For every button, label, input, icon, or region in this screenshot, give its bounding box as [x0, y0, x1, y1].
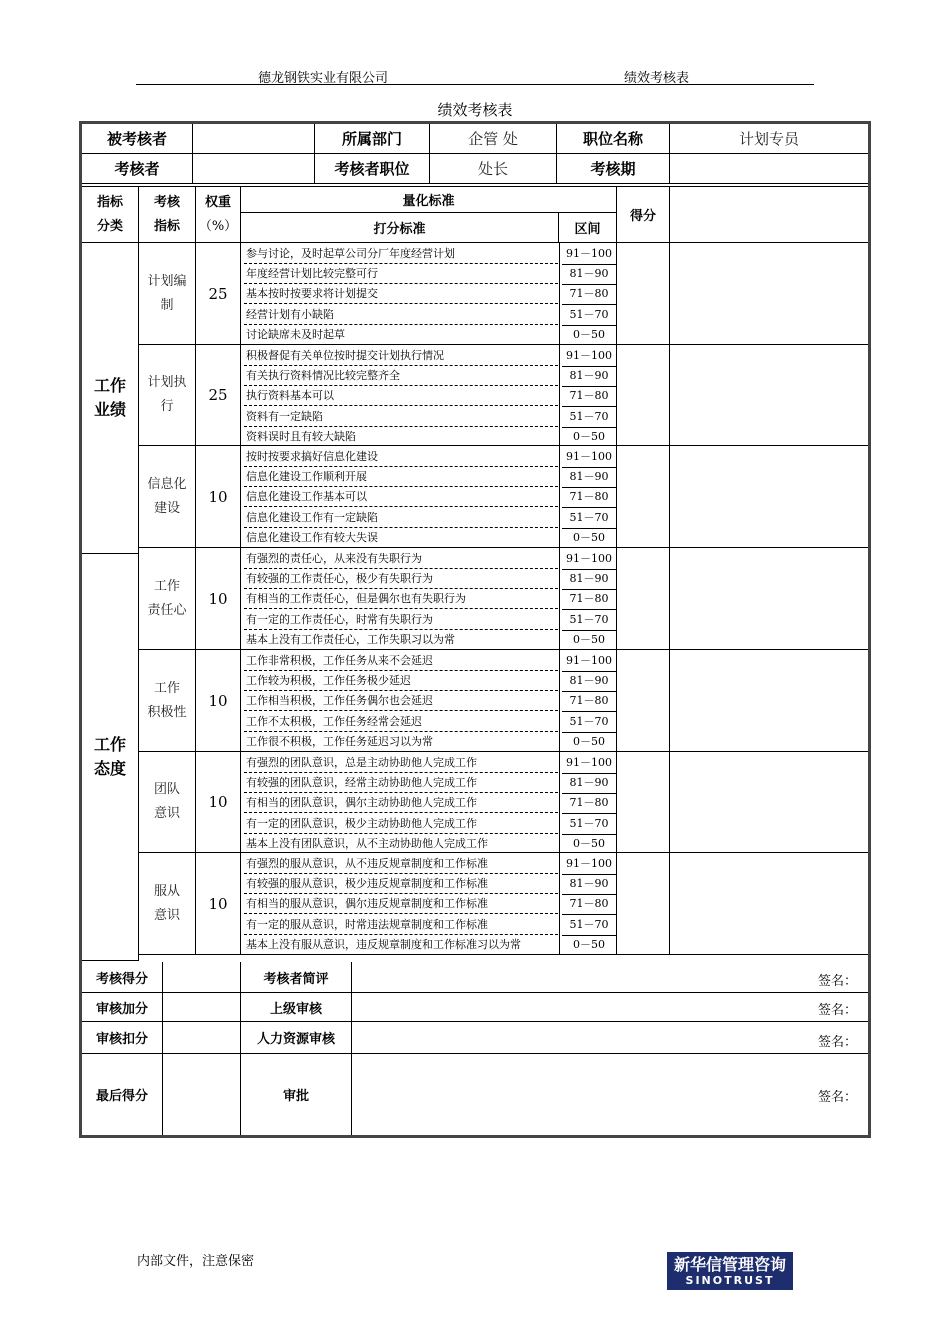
- score-input-cell[interactable]: [617, 243, 670, 345]
- logo-chinese-text: 新华信管理咨询: [673, 1254, 786, 1274]
- criteria-range: 81－90: [562, 671, 616, 692]
- criteria-text: 信息化建设工作顺利开展: [244, 467, 558, 487]
- final-score-field[interactable]: [163, 1054, 241, 1135]
- range-divider: [559, 243, 560, 345]
- criteria-range: 0－50: [573, 328, 605, 341]
- criteria-text: 工作不太积极，工作任务经常会延迟: [244, 712, 558, 732]
- criteria-text: 资料有一定缺陷: [244, 407, 558, 427]
- criteria-range: 0－50: [573, 633, 605, 646]
- criteria-range: 91－100: [562, 753, 616, 774]
- indicator-name: [139, 853, 196, 955]
- criteria-text: 有强烈的团队意识，总是主动协助他人完成工作: [244, 753, 558, 773]
- assessor-comment-field[interactable]: [352, 962, 868, 993]
- criteria-range: 51－70: [562, 407, 616, 428]
- indicator-weight: 10: [196, 650, 241, 752]
- indicator-weight: 25: [196, 345, 241, 446]
- indicator-name-line1: 计划执: [147, 375, 187, 390]
- indicator-name-line1: 工作: [153, 578, 180, 594]
- logo-english-text: SINOTRUST: [685, 1273, 775, 1287]
- remarks-cell[interactable]: [670, 853, 868, 955]
- criteria-text: 信息化建设工作有较大失误: [246, 531, 378, 544]
- remarks-cell[interactable]: [670, 243, 868, 345]
- criteria-range: 71－80: [562, 589, 616, 610]
- criteria-range: 91－100: [562, 854, 616, 875]
- indicator-name-line1: 工作: [153, 680, 180, 696]
- remarks-cell[interactable]: [670, 650, 868, 752]
- period-value-field[interactable]: [670, 154, 868, 184]
- criteria-range: 0－50: [573, 531, 605, 544]
- criteria-text: 积极督促有关单位按时提交计划执行情况: [244, 346, 558, 366]
- criteria-range: 81－90: [562, 569, 616, 590]
- criteria-range: 0－50: [573, 837, 605, 850]
- score-input-cell[interactable]: [617, 853, 670, 955]
- col-header-weight-line1: 权重: [204, 194, 231, 210]
- criteria-text: 有相当的团队意识，偶尔主动协助他人完成工作: [244, 793, 558, 813]
- hr-review-field[interactable]: [352, 1022, 868, 1054]
- criteria-range: 71－80: [562, 487, 616, 508]
- criteria-text: 参与讨论，及时起草公司分厂年度经营计划: [244, 244, 558, 264]
- assessee-label: 被考核者: [82, 124, 193, 154]
- criteria-range: 71－80: [562, 386, 616, 407]
- assessor-position-label: 考核者职位: [315, 154, 430, 184]
- criteria-text: 按时按要求搞好信息化建设: [244, 447, 558, 467]
- range-divider: [559, 345, 560, 446]
- criteria-range: 81－90: [562, 264, 616, 285]
- col-header-category: [82, 187, 139, 243]
- col-header-quant: 量化标准: [241, 187, 617, 213]
- period-label: 考核期: [557, 154, 670, 184]
- assessor-position-value-field[interactable]: 处长: [430, 154, 557, 184]
- indicator-name-line2: 制: [160, 297, 174, 313]
- criteria-range: 51－70: [562, 610, 616, 631]
- range-divider: [559, 650, 560, 752]
- indicator-name-line2: 积极性: [147, 704, 187, 720]
- confidential-note: 内部文件，注意保密: [137, 1254, 255, 1269]
- criteria-range: 0－50: [573, 735, 605, 748]
- score-input-cell[interactable]: [617, 548, 670, 650]
- criteria-text: 基本上没有服从意识，违反规章制度和工作标准习以为常: [246, 938, 521, 951]
- col-header-range: 区间: [559, 213, 617, 243]
- criteria-range: 71－80: [562, 691, 616, 712]
- approval-field[interactable]: [352, 1054, 868, 1135]
- criteria-range: 91－100: [562, 346, 616, 367]
- assessor-label: 考核者: [82, 154, 193, 184]
- col-header-category-line1: 指标: [96, 194, 123, 210]
- score-input-cell[interactable]: [617, 446, 670, 548]
- score-input-cell[interactable]: [617, 650, 670, 752]
- score-input-cell[interactable]: [617, 752, 670, 853]
- deduction-field[interactable]: [163, 1022, 241, 1054]
- indicator-name-line2: 责任心: [147, 602, 187, 618]
- col-header-weight-line2: （%）: [198, 218, 238, 234]
- category-performance: [82, 243, 139, 554]
- criteria-text: 有一定的团队意识，极少主动协助他人完成工作: [244, 814, 558, 834]
- indicator-name: [139, 752, 196, 853]
- criteria-text: 有相当的服从意识，偶尔违反规章制度和工作标准: [244, 894, 558, 914]
- criteria-range: 91－100: [562, 651, 616, 672]
- header-form-title: 绩效考核表: [624, 71, 690, 86]
- criteria-range: 81－90: [562, 773, 616, 794]
- assessor-comment-sign: 签名：: [818, 974, 858, 989]
- criteria-text: 工作很不积极，工作任务延迟习以为常: [246, 735, 433, 748]
- col-header-weight: [196, 187, 241, 243]
- indicator-weight: 10: [196, 446, 241, 548]
- criteria-text: 有一定的工作责任心，时常有失职行为: [244, 610, 558, 630]
- final-score-label: 最后得分: [82, 1054, 163, 1135]
- criteria-text: 有较强的服从意识，极少违反规章制度和工作标准: [244, 874, 558, 894]
- col-header-criteria: 打分标准: [241, 213, 559, 243]
- superior-review-sign: 签名：: [818, 1003, 858, 1018]
- criteria-text: 有相当的工作责任心，但是偶尔也有失职行为: [244, 589, 558, 609]
- criteria-range: 0－50: [573, 430, 605, 443]
- criteria-text: 有较强的工作责任心，极少有失职行为: [244, 569, 558, 589]
- indicator-name-line2: 意识: [153, 806, 180, 821]
- indicator-name-line2: 意识: [153, 907, 180, 923]
- range-divider: [559, 853, 560, 955]
- criteria-range: 51－70: [562, 712, 616, 733]
- col-header-indicator-line2: 指标: [153, 218, 180, 234]
- criteria-range: 0－50: [573, 938, 605, 951]
- company-name: 德龙钢铁实业有限公司: [258, 71, 389, 86]
- criteria-text: 有关执行资料情况比较完整齐全: [244, 366, 558, 386]
- indicator-name-line1: 团队: [153, 782, 180, 797]
- range-divider: [559, 752, 560, 853]
- document-title: 绩效考核表: [437, 101, 513, 119]
- criteria-range: 51－70: [562, 305, 616, 326]
- category-attitude-line1: 工作: [93, 735, 126, 754]
- criteria-range: 91－100: [562, 549, 616, 570]
- col-header-blank: [670, 187, 868, 243]
- criteria-text: 信息化建设工作有一定缺陷: [244, 508, 558, 528]
- criteria-range: 71－80: [562, 284, 616, 305]
- hr-review-sign: 签名：: [818, 1035, 858, 1050]
- criteria-text: 年度经营计划比较完整可行: [244, 264, 558, 284]
- criteria-range: 71－80: [562, 793, 616, 814]
- criteria-range: 51－70: [562, 814, 616, 835]
- criteria-text: 基本上没有团队意识，从不主动协助他人完成工作: [246, 837, 488, 850]
- bonus-label: 审核加分: [82, 993, 163, 1022]
- category-attitude-line2: 态度: [93, 759, 126, 778]
- assessor-value-field[interactable]: [193, 154, 315, 184]
- indicator-name: [139, 650, 196, 752]
- criteria-text: 工作较为积极，工作任务极少延迟: [244, 671, 558, 691]
- assessor-comment-label: 考核者简评: [241, 962, 352, 993]
- col-header-score: 得分: [617, 187, 670, 243]
- indicator-weight: 25: [196, 243, 241, 345]
- criteria-range: 51－70: [562, 915, 616, 936]
- criteria-range: 81－90: [562, 467, 616, 488]
- criteria-range: 81－90: [562, 874, 616, 895]
- score-label: 考核得分: [82, 962, 163, 993]
- col-header-indicator-line1: 考核: [153, 194, 180, 210]
- approval-label: 审批: [241, 1054, 352, 1135]
- superior-review-label: 上级审核: [241, 993, 352, 1022]
- criteria-text: 有较强的团队意识，经常主动协助他人完成工作: [244, 773, 558, 793]
- indicator-name-line1: 服从: [153, 883, 180, 899]
- criteria-text: 经营计划有小缺陷: [244, 305, 558, 325]
- approval-sign: 签名：: [818, 1090, 858, 1105]
- criteria-text: 有一定的服从意识，时常违法规章制度和工作标准: [244, 915, 558, 935]
- position-label: 职位名称: [557, 124, 670, 154]
- indicator-name: [139, 345, 196, 446]
- remarks-cell[interactable]: [670, 446, 868, 548]
- indicator-weight: 10: [196, 752, 241, 853]
- dept-label: 所属部门: [315, 124, 430, 154]
- criteria-range: 71－80: [562, 894, 616, 915]
- criteria-text: 有强烈的服从意识，从不违反规章制度和工作标准: [244, 854, 558, 874]
- remarks-cell[interactable]: [670, 345, 868, 446]
- criteria-text: 信息化建设工作基本可以: [244, 487, 558, 507]
- criteria-text: 基本上没有工作责任心，工作失职习以为常: [246, 633, 455, 646]
- indicator-name: [139, 548, 196, 650]
- indicator-name-line1: 信息化: [147, 476, 187, 492]
- category-performance-line2: 业绩: [93, 400, 126, 419]
- header-rule: [136, 84, 814, 85]
- col-header-category-line2: 分类: [96, 218, 123, 234]
- criteria-range: 91－100: [562, 244, 616, 265]
- col-header-indicator: [139, 187, 196, 243]
- criteria-text: 基本按时按要求将计划提交: [244, 284, 558, 304]
- dept-value-field[interactable]: 企管 处: [430, 124, 557, 154]
- indicator-name: [139, 243, 196, 345]
- indicator-weight: 10: [196, 548, 241, 650]
- remarks-cell[interactable]: [670, 548, 868, 650]
- criteria-text: 资料误时且有较大缺陷: [246, 430, 356, 443]
- bonus-field[interactable]: [163, 993, 241, 1022]
- criteria-text: 讨论缺席未及时起草: [246, 328, 345, 341]
- criteria-range: 51－70: [562, 508, 616, 529]
- range-divider: [559, 446, 560, 548]
- hr-review-label: 人力资源审核: [241, 1022, 352, 1054]
- score-field[interactable]: [163, 962, 241, 993]
- score-input-cell[interactable]: [617, 345, 670, 446]
- criteria-text: 工作非常积极，工作任务从来不会延迟: [244, 651, 558, 671]
- category-performance-line1: 工作: [93, 376, 126, 395]
- position-value-field[interactable]: 计划专员: [670, 124, 868, 154]
- remarks-cell[interactable]: [670, 752, 868, 853]
- indicator-name-line2: 行: [160, 399, 174, 414]
- assessee-value-field[interactable]: [193, 124, 315, 154]
- superior-review-field[interactable]: [352, 993, 868, 1022]
- criteria-range: 91－100: [562, 447, 616, 468]
- indicator-weight: 10: [196, 853, 241, 955]
- criteria-range: 81－90: [562, 366, 616, 387]
- criteria-text: 工作相当积极，工作任务偶尔也会延迟: [244, 691, 558, 711]
- range-divider: [559, 548, 560, 650]
- criteria-text: 有强烈的责任心，从来没有失职行为: [244, 549, 558, 569]
- indicator-name-line2: 建设: [153, 500, 180, 516]
- criteria-text: 执行资料基本可以: [244, 386, 558, 406]
- indicator-name-line1: 计划编: [147, 273, 187, 289]
- sinotrust-logo: [667, 1252, 793, 1290]
- category-attitude: [82, 554, 139, 961]
- deduction-label: 审核扣分: [82, 1022, 163, 1054]
- indicator-name: [139, 446, 196, 548]
